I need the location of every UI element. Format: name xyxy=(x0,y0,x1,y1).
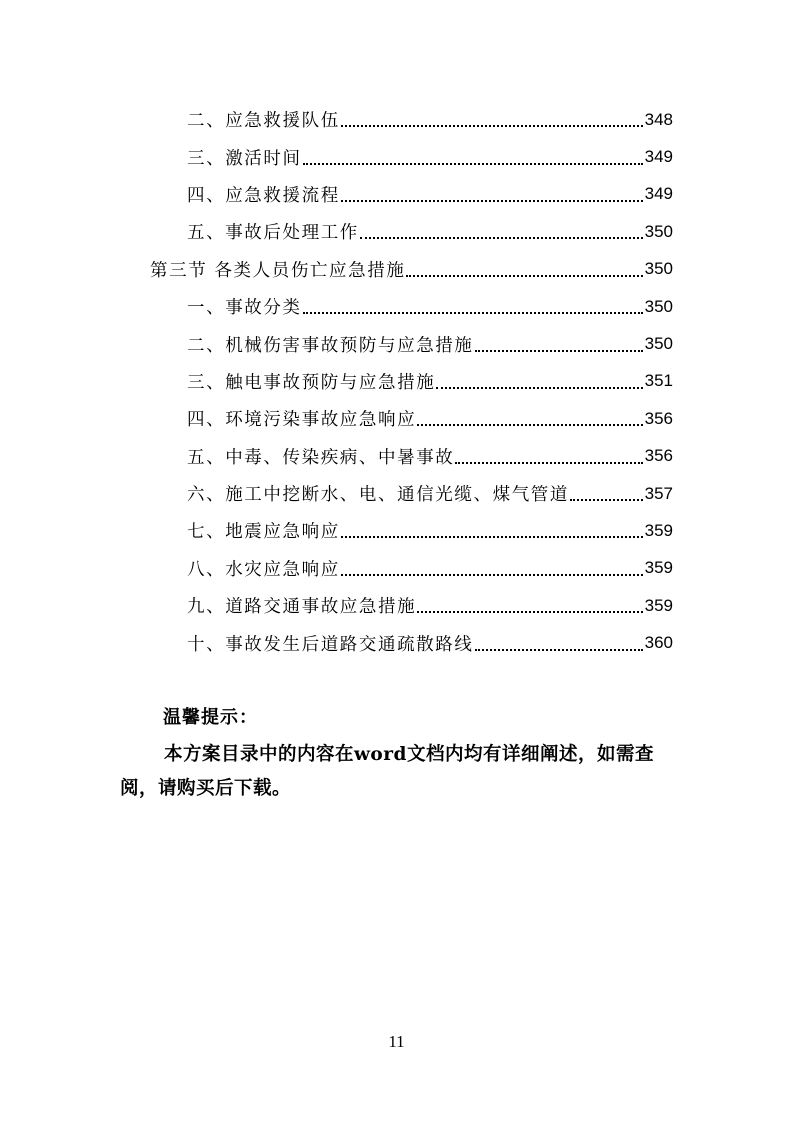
toc-entry[interactable] xyxy=(0,624,793,661)
toc-dot-leader xyxy=(360,236,643,239)
toc-entry-page: 350 xyxy=(644,296,673,316)
toc-dot-leader xyxy=(475,648,643,651)
page-number: 11 xyxy=(388,1032,405,1051)
toc-dot-leader xyxy=(303,162,643,165)
toc-dot-leader xyxy=(570,498,643,501)
toc-entry[interactable] xyxy=(0,101,793,138)
toc-entry-title: 四、环境污染事故应急响应 xyxy=(187,410,417,431)
toc-entry[interactable] xyxy=(0,550,793,587)
toc-entry[interactable] xyxy=(0,400,793,437)
toc-entry[interactable] xyxy=(0,325,793,362)
tip-heading: 温馨提示： xyxy=(163,707,258,728)
toc-entry-title: 三、激活时间 xyxy=(187,148,302,169)
toc-entry-title: 七、地震应急响应 xyxy=(187,522,340,543)
toc-section-entry[interactable] xyxy=(0,251,793,288)
toc-entry-title: 三、触电事故预防与应急措施 xyxy=(187,372,436,393)
toc-entry[interactable] xyxy=(0,363,793,400)
toc-entry[interactable] xyxy=(0,138,793,175)
toc-entry-title: 第三节 各类人员伤亡应急措施 xyxy=(150,260,406,281)
toc-entry-page: 356 xyxy=(644,408,673,428)
toc-entry-page: 350 xyxy=(644,334,673,354)
toc-entry[interactable] xyxy=(0,438,793,475)
toc-entry-title: 四、应急救援流程 xyxy=(187,185,340,206)
toc-dot-leader xyxy=(341,535,643,538)
toc-entry-page: 349 xyxy=(644,184,673,204)
toc-entry-page: 356 xyxy=(644,446,673,466)
toc-entry-title: 五、中毒、传染疾病、中暑事故 xyxy=(187,447,455,468)
toc-entry[interactable] xyxy=(0,587,793,624)
toc-entry-title: 八、水灾应急响应 xyxy=(187,559,340,580)
toc-entry-title: 九、道路交通事故应急措施 xyxy=(187,597,417,618)
toc-dot-leader xyxy=(455,461,642,464)
toc-entry-title: 二、应急救援队伍 xyxy=(187,111,340,132)
toc-entry-page: 360 xyxy=(644,633,673,653)
toc-entry-page: 348 xyxy=(644,109,673,129)
toc-entry[interactable] xyxy=(0,213,793,250)
tip-paragraph: 本方案目录中的内容在word文档内均有详细阐述，如需查阅，请购买后下载。 xyxy=(120,744,654,799)
toc-dot-leader xyxy=(341,124,643,127)
toc-entry-page: 351 xyxy=(644,371,673,391)
toc-dot-leader xyxy=(341,573,643,576)
toc-entry-page: 359 xyxy=(644,558,673,578)
toc-dot-leader xyxy=(417,610,642,613)
toc-entry[interactable] xyxy=(0,288,793,325)
toc-entry-title: 一、事故分类 xyxy=(187,298,302,319)
table-of-contents xyxy=(0,101,793,662)
toc-dot-leader xyxy=(417,423,642,426)
toc-entry-page: 349 xyxy=(644,147,673,167)
toc-dot-leader xyxy=(475,349,643,352)
toc-entry-page: 359 xyxy=(644,595,673,615)
toc-entry-page: 350 xyxy=(644,259,673,279)
toc-entry-title: 二、机械伤害事故预防与应急措施 xyxy=(187,335,474,356)
toc-dot-leader xyxy=(303,311,643,314)
toc-entry-page: 357 xyxy=(644,483,673,503)
toc-entry-page: 350 xyxy=(644,221,673,241)
toc-dot-leader xyxy=(406,274,642,277)
toc-dot-leader xyxy=(341,199,643,202)
toc-entry[interactable] xyxy=(0,176,793,213)
toc-dot-leader xyxy=(436,386,642,389)
toc-entry[interactable] xyxy=(0,475,793,512)
toc-entry-page: 359 xyxy=(644,520,673,540)
toc-entry[interactable] xyxy=(0,512,793,549)
toc-entry-title: 六、施工中挖断水、电、通信光缆、煤气管道 xyxy=(187,485,569,506)
toc-entry-title: 五、事故后处理工作 xyxy=(187,223,359,244)
toc-entry-title: 十、事故发生后道路交通疏散路线 xyxy=(187,634,474,655)
